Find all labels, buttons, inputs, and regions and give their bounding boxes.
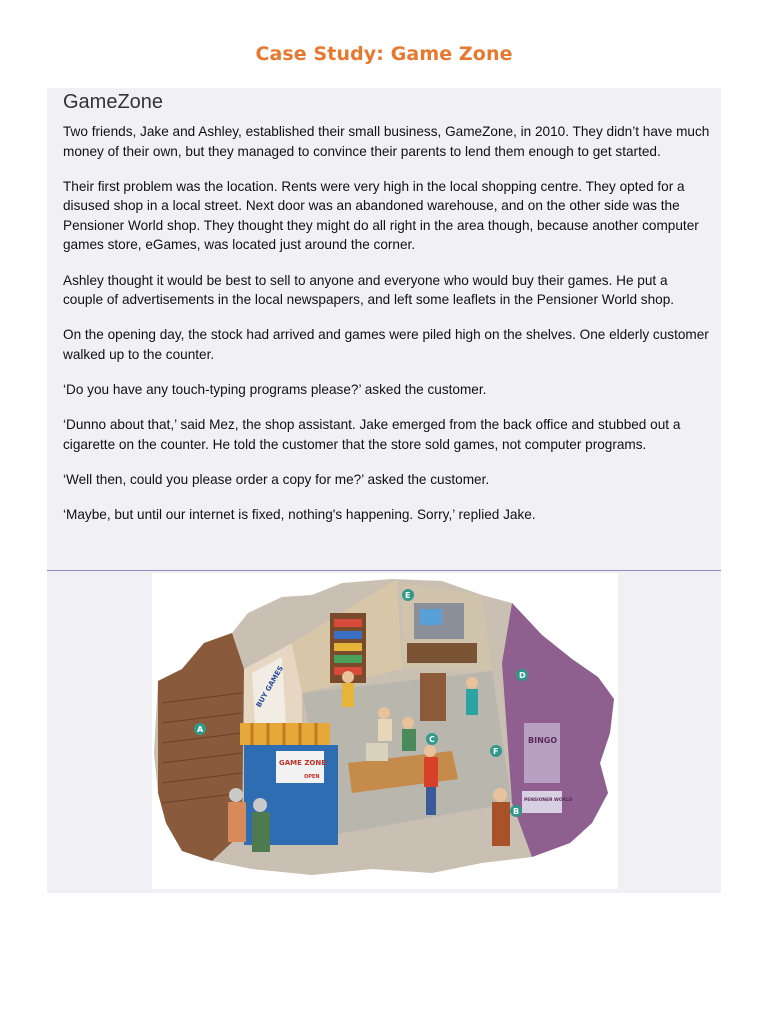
story-paragraph: On the opening day, the stock had arrived and games were piled high on the shelves. One elderly customer walked up to the counter. (63, 327, 709, 362)
story-paragraph: ‘Well then, could you please order a copy for me?’ asked the customer. (63, 471, 490, 487)
svg-text:F: F (493, 747, 499, 756)
document-title: Case Study: Game Zone (255, 43, 513, 65)
story-text (63, 122, 711, 540)
marker-e (402, 589, 414, 601)
story-paragraph: ‘Do you have any touch-typing programs please?’ asked the customer. (63, 381, 487, 397)
marker-a (194, 723, 206, 735)
buy-games-sign: BUY GAMES (254, 664, 285, 709)
office-desk (407, 643, 477, 663)
bingo-sign: BINGO (528, 736, 558, 745)
pensioner-world-sign: PENSIONER WORLD (524, 798, 573, 803)
office-door (420, 673, 446, 721)
shop-assistant (378, 707, 392, 741)
case-study-panel (47, 88, 721, 893)
svg-text:A: A (197, 725, 204, 734)
story-paragraph: ‘Dunno about that,’ said Mez, the shop assistant. Jake emerged from the back office and stubbed out a cigarette on the counter. He told the customer that the store sold games, not computer programs. (63, 417, 681, 452)
story-paragraph: Ashley thought it would be best to sell to anyone and everyone who would buy their games. He put a couple of advertisements in the local newspapers, and left some leaflets in the Pensioner World shop. (63, 272, 675, 308)
marker-d (516, 669, 528, 681)
shop-cutaway-illustration (152, 573, 618, 889)
office-screen (420, 609, 442, 625)
till-computer (366, 743, 388, 761)
customer-browsing (342, 671, 354, 707)
bingo-poster (524, 723, 560, 783)
svg-text:E: E (405, 591, 411, 600)
marker-f (490, 745, 502, 757)
panel-heading: GameZone (63, 91, 164, 113)
jake (402, 717, 416, 751)
svg-text:C: C (429, 735, 435, 744)
section-divider (47, 570, 721, 571)
game-zone-illustration (152, 573, 618, 889)
game-zone-sign: GAME ZONE (279, 759, 327, 767)
open-sign: OPEN (304, 774, 320, 780)
svg-text:B: B (513, 807, 520, 816)
story-paragraph: Two friends, Jake and Ashley, established their small business, GameZone, in 2010. They didn’t have much money of their own, but they managed to convince their parents to lend them enough to get started. (63, 124, 710, 159)
customer-in-aisle (466, 677, 478, 715)
marker-c (426, 733, 438, 745)
story-paragraph: ‘Maybe, but until our internet is fixed, nothing's happening. Sorry,’ replied Jake. (63, 506, 536, 522)
svg-text:D: D (519, 671, 526, 680)
marker-b (510, 805, 522, 817)
story-paragraph: Their first problem was the location. Rents were very high in the local shopping centre. They opted for a disused shop in a local street. Next door was an abandoned warehouse, and on the other side was the Pensioner World shop. They thought they might do all right in the area though, because another computer games store, eGames, was located just around the corner. (63, 178, 699, 253)
